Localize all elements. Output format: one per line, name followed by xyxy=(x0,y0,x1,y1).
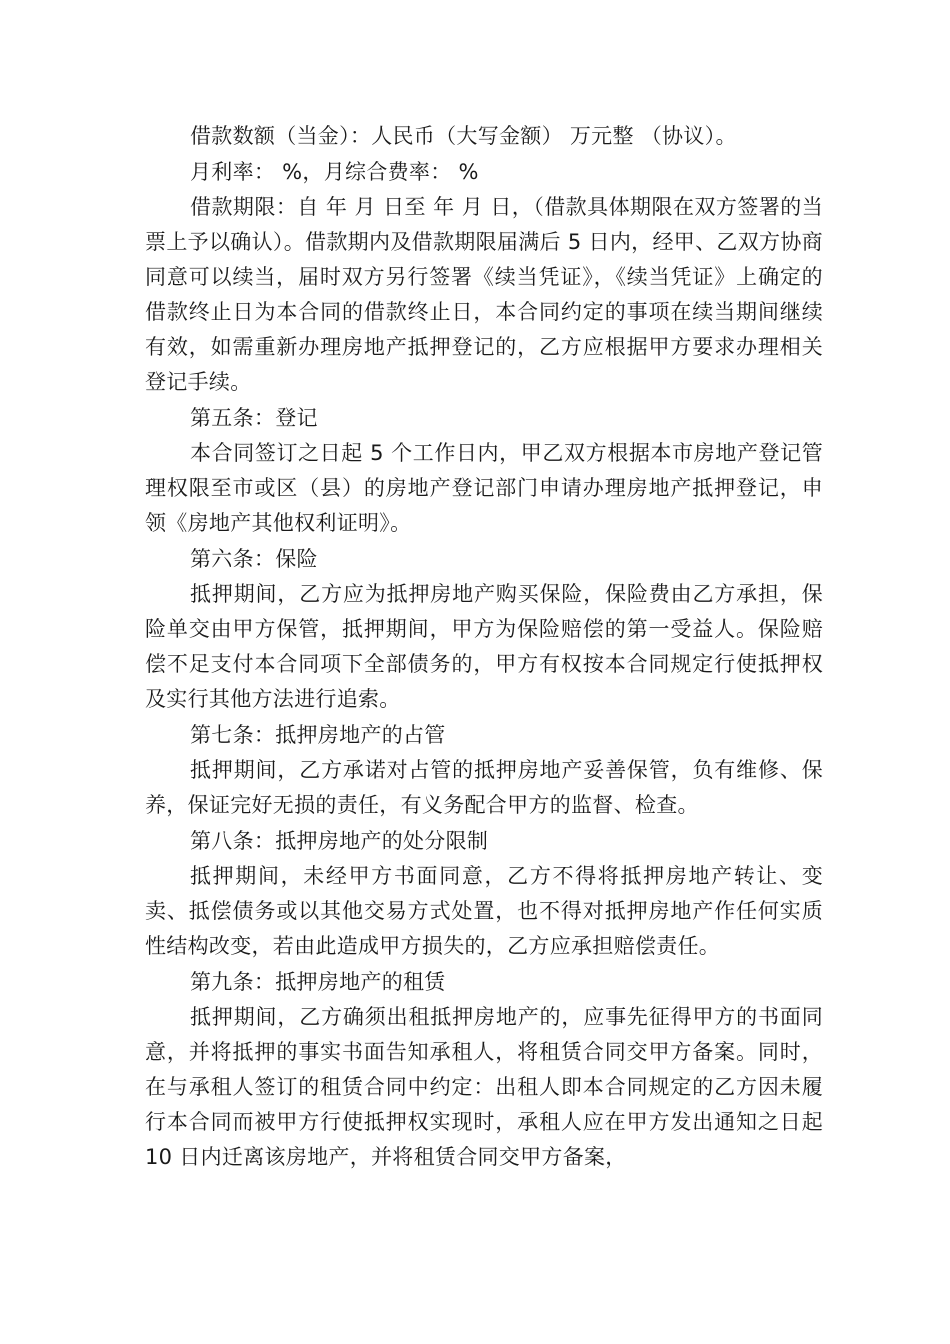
loan-amount-line: 借款数额（当金）：人民币（大写金额） 万元整 （协议）。 xyxy=(190,124,737,148)
article-5-body: 本合同签订之日起 5 个工作日内，甲乙双方根据本市房地产登记管理权限至市或区（县）的房地产登记部门申请办理房地产抵押登记，申领《房地产其他权利证明》。 xyxy=(145,441,823,535)
article-5-heading: 第五条：登记 xyxy=(190,406,318,430)
article-7-heading: 第七条：抵押房地产的占管 xyxy=(190,723,446,747)
article-8-body: 抵押期间，未经甲方书面同意，乙方不得将抵押房地产转让、变卖、抵偿债务或以其他交易方式处置，也不得对抵押房地产作任何实质性结构改变，若由此造成甲方损失的，乙方应承担赔偿责任。 xyxy=(145,864,823,958)
article-6-body: 抵押期间，乙方应为抵押房地产购买保险，保险费由乙方承担，保险单交由甲方保管，抵押期间，甲方为保险赔偿的第一受益人。保险赔偿不足支付本合同项下全部债务的，甲方有权按本合同规定行使抵押权及实行其他方法进行追索。 xyxy=(145,582,823,711)
article-6-heading: 第六条：保险 xyxy=(190,547,318,571)
article-9-heading: 第九条：抵押房地产的租赁 xyxy=(190,970,446,994)
loan-term-paragraph: 借款期限：自 年 月 日至 年 月 日，（借款具体期限在双方签署的当票上予以确认）。借款期内及借款期限届满后 5 日内，经甲、乙双方协商同意可以续当，届时双方另行签署《续当凭证》，《续当凭证》上确定的借款终止日为本合同的借款终止日，本合同约定的事项在续当期间继续有效，如需重新办理房地产抵押登记的，乙方应根据甲方要求办理相关登记手续。 xyxy=(145,195,823,394)
interest-rate-line: 月利率： %，月综合费率： % xyxy=(190,160,479,184)
article-7-body: 抵押期间，乙方承诺对占管的抵押房地产妥善保管，负有维修、保养，保证完好无损的责任，有义务配合甲方的监督、检查。 xyxy=(145,758,823,817)
article-8-heading: 第八条：抵押房地产的处分限制 xyxy=(190,829,489,853)
document-body xyxy=(145,118,823,1175)
article-9-body: 抵押期间，乙方确须出租抵押房地产的，应事先征得甲方的书面同意，并将抵押的事实书面告知承租人，将租赁合同交甲方备案。同时，在与承租人签订的租赁合同中约定：出租人即本合同规定的乙方因未履行本合同而被甲方行使抵押权实现时，承租人应在甲方发出通知之日起 10 日内迁离该房地产，并将租赁合同交甲方备案， xyxy=(145,1005,823,1169)
